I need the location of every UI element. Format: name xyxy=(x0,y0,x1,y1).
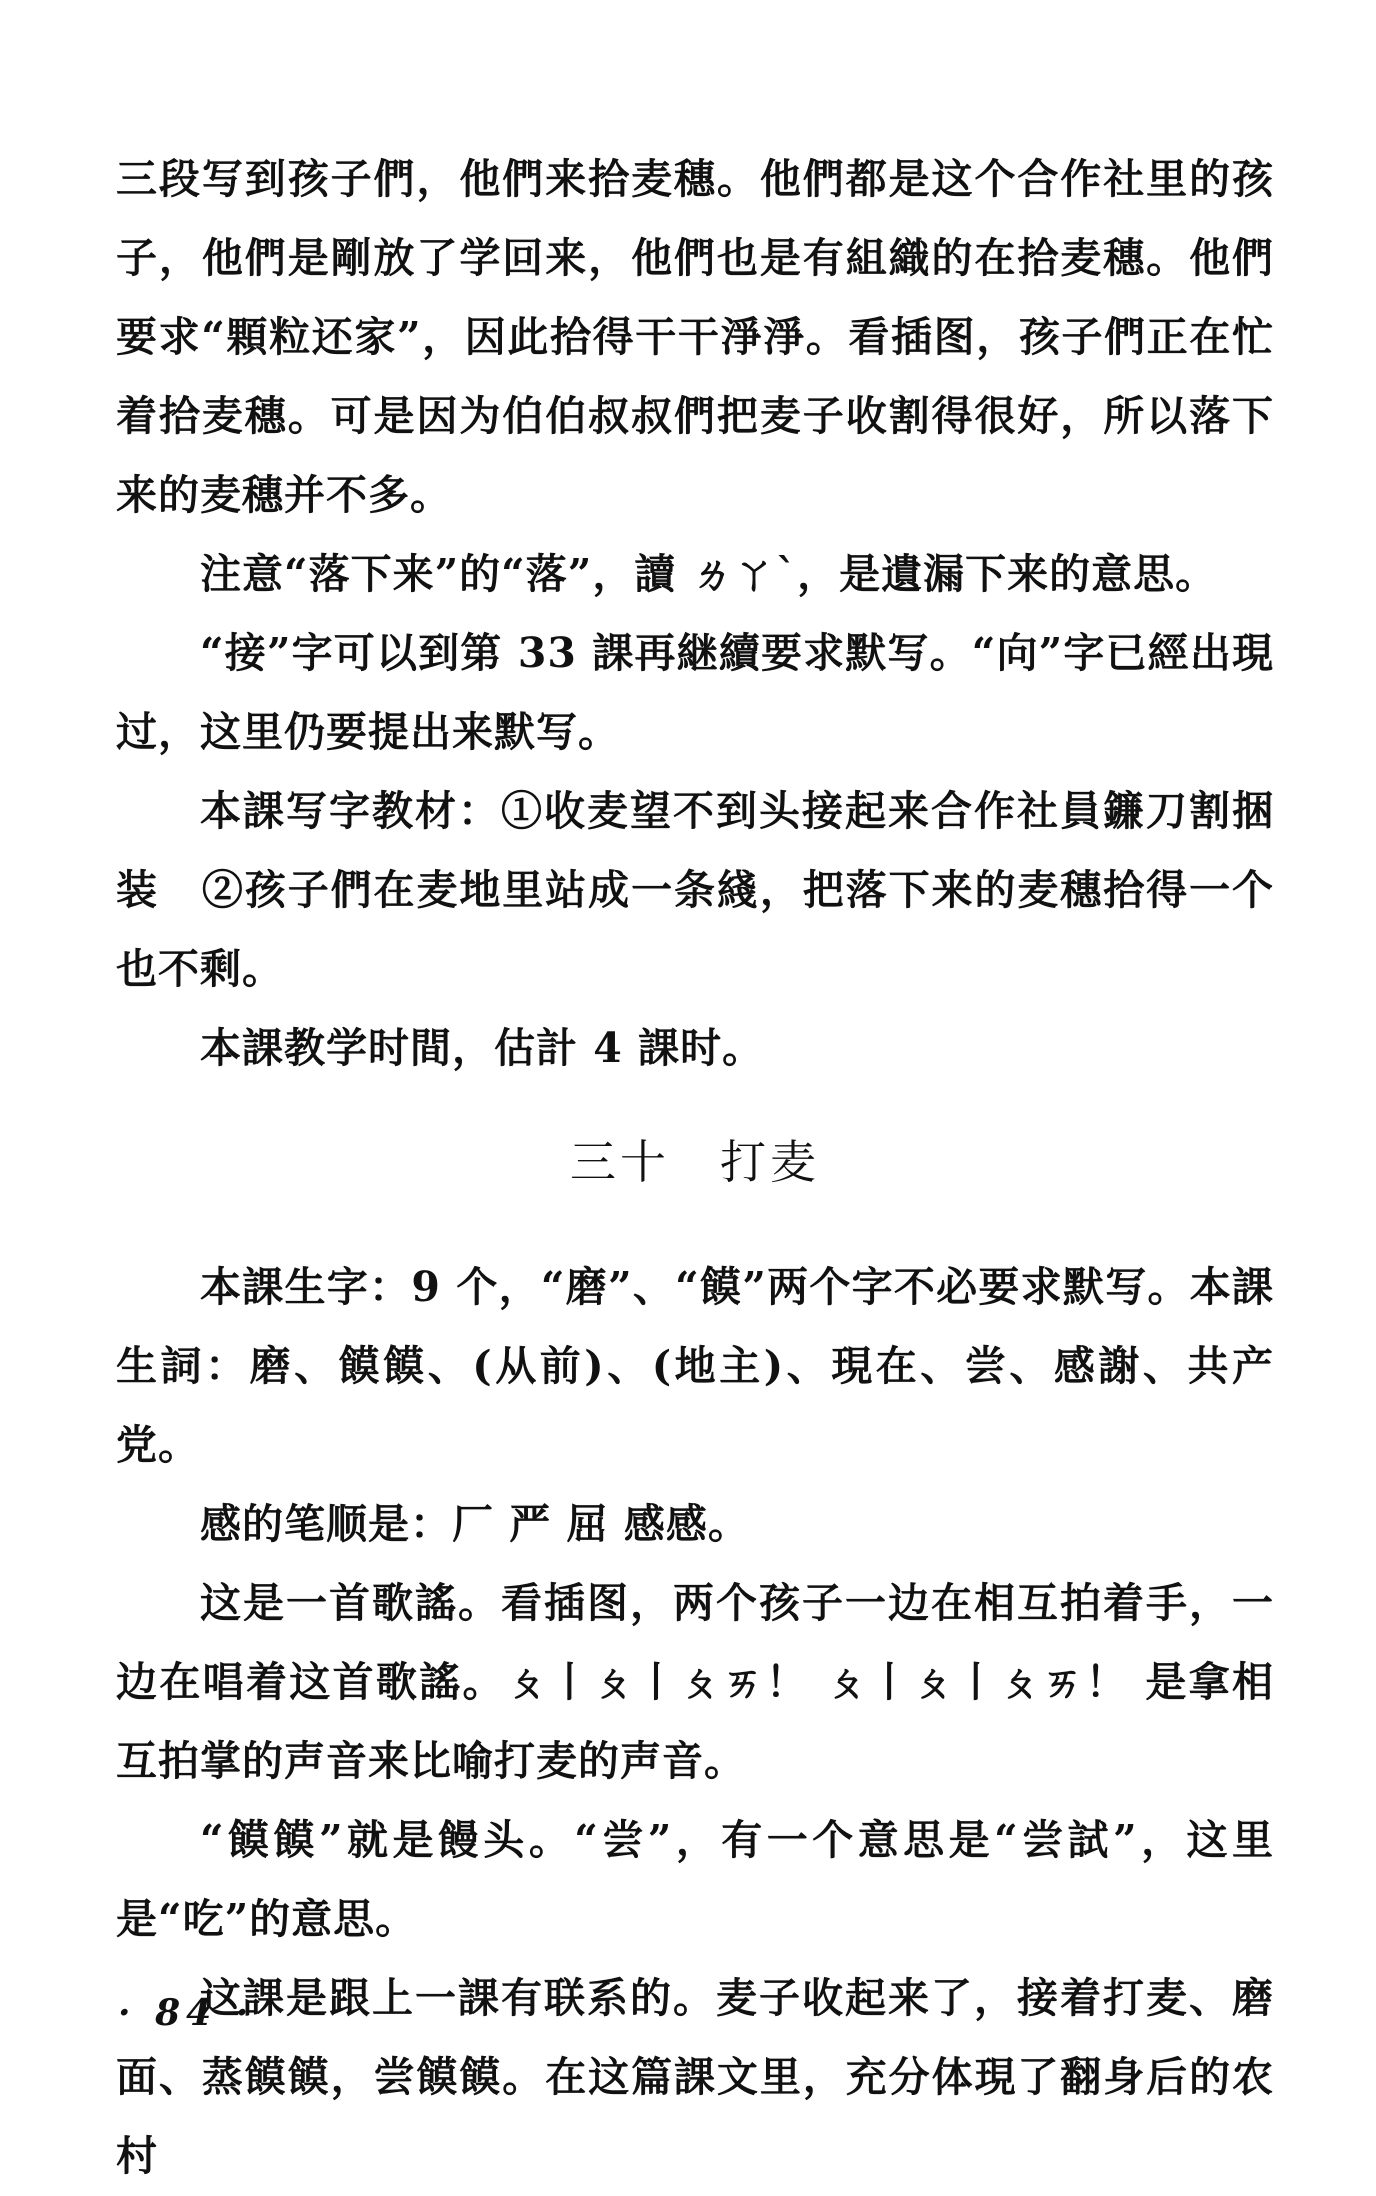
page-number: · 84 · xyxy=(118,1992,255,2034)
paragraph-dictation: “接”字可以到第 33 課再継續要求默写。“向”字已經出現过，这里仍要提出来默写。 xyxy=(116,629,1274,756)
paragraph-teaching-time: 本課教学时間，估計 4 課时。 xyxy=(200,1024,765,1072)
body-text xyxy=(116,140,1274,2196)
paragraph-stroke-order: 感的笔顺是：厂 严 屈 感感。 xyxy=(200,1500,750,1548)
section-title: 三十 打麦 xyxy=(570,1135,820,1189)
paragraph-ballad: 这是一首歌謠。看插图，两个孩子一边在相互拍着手，一边在唱着这首歌謠。ㄆ丨ㄆ丨ㄆㄞ！ ㄆ丨ㄆ丨ㄆㄞ！ 是拿相互拍掌的声音来比喻打麦的声音。 xyxy=(116,1579,1274,1785)
paragraph-writing-materials: 本課写字教材：①收麦望不到头接起来合作社員鐮刀割捆装 ②孩子們在麦地里站成一条綫，把落下来的麦穗拾得一个也不剩。 xyxy=(116,787,1274,993)
paragraph-new-words: 本課生字：9 个，“磨”、“饃”两个字不必要求默写。本課生詞：磨、饃饃、(从前)、(地主)、現在、尝、感謝、共产党。 xyxy=(116,1263,1274,1469)
paragraph-lesson-connection: 这課是跟上一課有联系的。麦子收起来了，接着打麦、磨面、蒸饃饃，尝饃饃。在这篇課文里，充分体現了翻身后的农村 xyxy=(116,1974,1274,2180)
paragraph-harvest-children: 三段写到孩子們，他們来拾麦穗。他們都是这个合作社里的孩子，他們是剛放了学回来，他們也是有組織的在拾麦穗。他們要求“顆粒还家”，因此拾得干干淨淨。看插图，孩子們正在忙着拾麦穗。可是因为伯伯叔叔們把麦子收割得很好，所以落下来的麦穗并不多。 xyxy=(116,155,1274,519)
paragraph-momo-meaning: “饃饃”就是饅头。“尝”，有一个意思是“尝試”，这里是“吃”的意思。 xyxy=(116,1816,1274,1943)
paragraph-note-luo: 注意“落下来”的“落”，讀 ㄌㄚˋ，是遺漏下来的意思。 xyxy=(200,550,1218,598)
